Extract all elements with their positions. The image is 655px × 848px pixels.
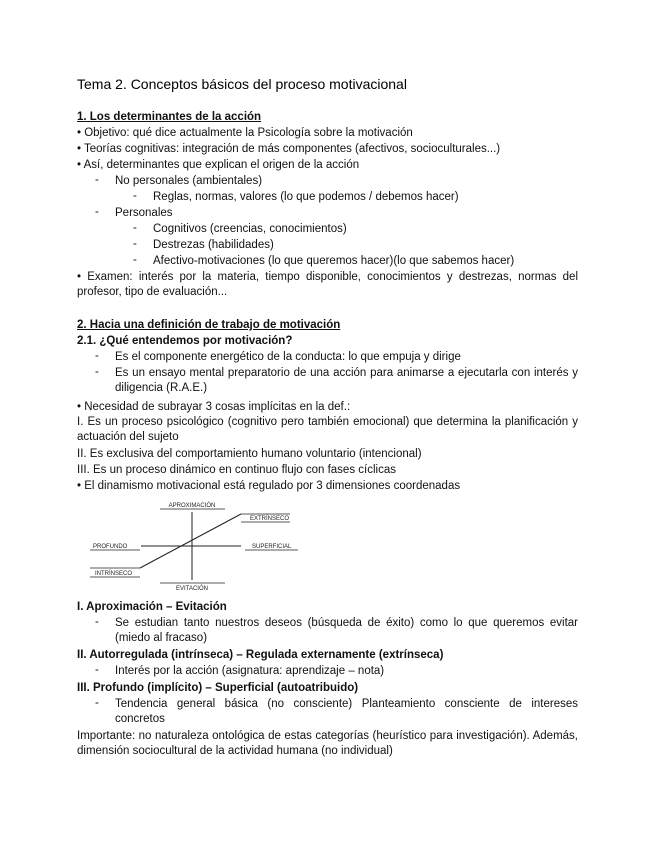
label-extrinseco: EXTRÍNSECO	[250, 516, 290, 522]
s2-point-i: I. Es un proceso psicológico (cognitivo pero también emocional) que determina la planificación y actuación del sujeto	[77, 416, 578, 443]
s1-personales: Personales	[115, 207, 173, 219]
s1-personales-2: Destrezas (habilidades)	[153, 239, 274, 251]
s1-bullet-3: • Así, determinantes que explican el origen de la acción	[77, 159, 360, 171]
section-2-heading: 2. Hacia una definición de trabajo de motivación	[77, 319, 341, 331]
s2-bullet-1: • Necesidad de subrayar 3 cosas implícitas en la def.:	[77, 401, 351, 413]
label-evitacion: EVITACIÓN	[176, 586, 208, 592]
s1-bullet-4: • Examen: interés por la materia, tiempo disponible, conocimientos y destrezas, normas del profesor, tipo de evaluación...	[77, 271, 578, 298]
dim-3-desc: Tendencia general básica (no consciente) Planteamiento consciente de intereses concretos	[115, 698, 578, 725]
label-aproximacion: APROXIMACIÓN	[168, 503, 216, 509]
dim-1-heading: I. Aproximación – Evitación	[77, 601, 227, 613]
label-superficial: SUPERFICIAL	[252, 544, 292, 550]
s1-personales-3: Afectivo-motivaciones (lo que queremos hacer)(lo que sabemos hacer)	[153, 255, 515, 267]
page-title: Tema 2. Conceptos básicos del proceso motivacional	[77, 76, 407, 92]
dash-marker: -	[133, 254, 137, 266]
s1-no-personales: No personales (ambientales)	[115, 175, 263, 187]
section-1-heading: 1. Los determinantes de la acción	[77, 111, 262, 123]
dash-marker: -	[95, 616, 99, 628]
dash-marker: -	[133, 190, 137, 202]
s2-def-1: Es el componente energético de la conducta: lo que empuja y dirige	[115, 351, 461, 363]
dash-marker: -	[133, 238, 137, 250]
dash-marker: -	[95, 174, 99, 186]
dim-2-heading: II. Autorregulada (intrínseca) – Regulada externamente (extrínseca)	[77, 649, 444, 661]
dash-marker: -	[95, 350, 99, 362]
dash-marker: -	[95, 697, 99, 709]
final-note: Importante: no naturaleza ontológica de estas categorías (heurístico para investigación). Además, dimensión sociocultural de la actividad humana (no individual)	[77, 730, 578, 757]
label-intrinseco: INTRÍNSECO	[95, 571, 133, 577]
dash-marker: -	[95, 664, 99, 676]
s2-bullet-2: • El dinamismo motivacional está regulado por 3 dimensiones coordenadas	[77, 480, 461, 492]
dash-marker: -	[95, 206, 99, 218]
s1-no-personales-1: Reglas, normas, valores (lo que podemos / debemos hacer)	[153, 191, 459, 203]
dash-marker: -	[133, 222, 137, 234]
s1-personales-1: Cognitivos (creencias, conocimientos)	[153, 223, 347, 235]
dim-1-desc: Se estudian tanto nuestros deseos (búsqueda de éxito) como lo que queremos evitar (miedo al fracaso)	[115, 617, 578, 644]
dash-marker: -	[95, 366, 99, 378]
dim-3-heading: III. Profundo (implícito) – Superficial (autoatribuido)	[77, 682, 359, 694]
label-profundo: PROFUNDO	[93, 544, 128, 550]
dim-2-desc: Interés por la acción (asignatura: aprendizaje – nota)	[115, 665, 385, 677]
s1-bullet-2: • Teorías cognitivas: integración de más componentes (afectivos, socioculturales...)	[77, 143, 501, 155]
s2-point-iii: III. Es un proceso dinámico en continuo flujo con fases cíclicas	[77, 464, 396, 476]
s2-def-2: Es un ensayo mental preparatorio de una acción para animarse a ejecutarla con interés y diligencia (R.A.E.)	[115, 367, 578, 394]
s2-point-ii: II. Es exclusiva del comportamiento humano voluntario (intencional)	[77, 448, 422, 460]
s1-bullet-1: • Objetivo: qué dice actualmente la Psicología sobre la motivación	[77, 127, 413, 139]
section-2-1-heading: 2.1. ¿Qué entendemos por motivación?	[77, 335, 293, 347]
diagonal-axis	[140, 514, 241, 568]
